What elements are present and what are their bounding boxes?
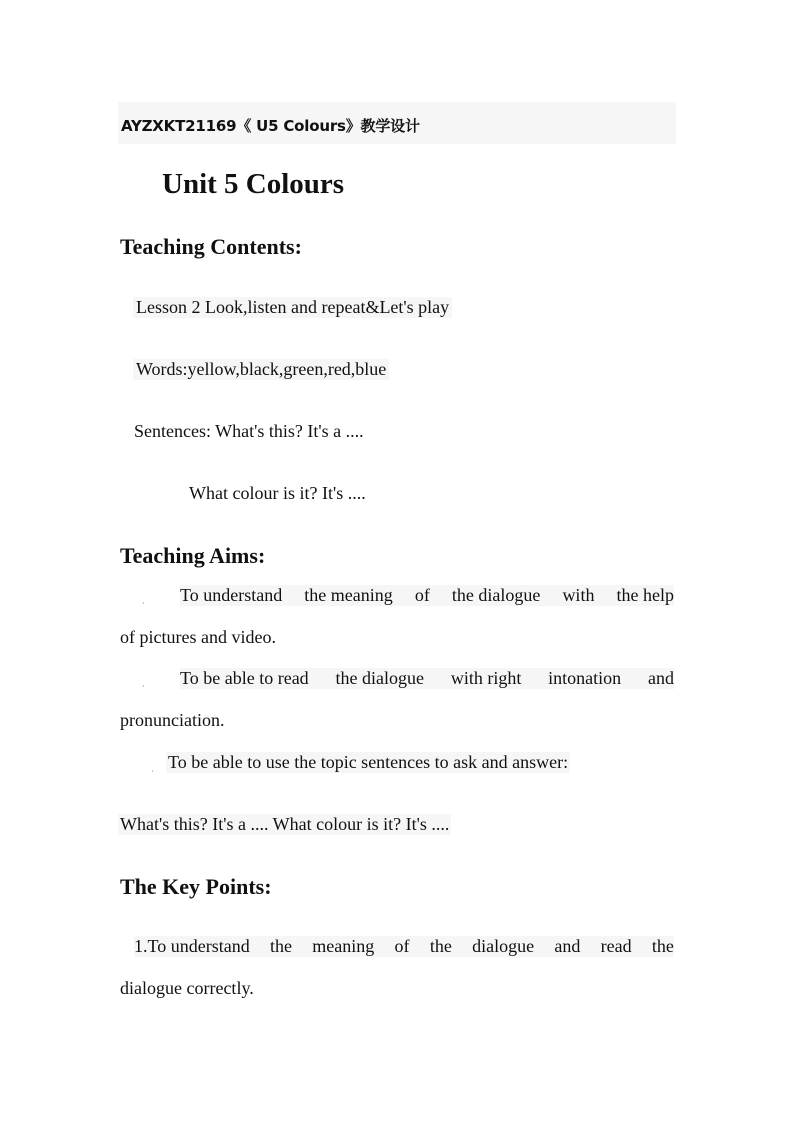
key-point-word: dialogue: [472, 936, 535, 956]
lesson-line: Lesson 2 Look,listen and repeat&Let's play: [133, 297, 452, 318]
sentences-line-1: Sentences: What's this? It's a ....: [134, 421, 364, 441]
page-title: Unit 5 Colours: [162, 168, 345, 200]
aim-2-line-1: [180, 668, 674, 689]
aim-3-line-2: What's this? It's a .... What colour is it? It's ....: [120, 814, 450, 834]
key-point-word: the: [429, 936, 452, 956]
aim-1-line-2: of pictures and video.: [120, 627, 276, 647]
key-points-heading: The Key Points:: [120, 874, 272, 899]
aim-1-line-1: [180, 585, 674, 606]
key-point-word: the: [270, 936, 292, 956]
bullet-marker: ·: [142, 682, 145, 691]
aim-2-line-2: pronunciation.: [120, 710, 225, 730]
sentences-line-2: What colour is it? It's ....: [189, 483, 366, 503]
key-point-word: of: [394, 936, 410, 956]
words-line: Words:yellow,black,green,red,blue: [133, 359, 389, 380]
aim-2-word: with right: [450, 668, 522, 688]
aim-3-line-1: To be able to use the topic sentences to ask and answer:: [168, 752, 569, 772]
aim-1-word: the meaning: [304, 585, 393, 605]
aim-2-word: intonation: [548, 668, 622, 688]
aim-1-word: To understand: [180, 585, 283, 605]
key-point-word: 1.To understand: [134, 936, 250, 956]
key-point-1-line-2: dialogue correctly.: [120, 978, 254, 998]
aim-1-word: the dialogue: [451, 585, 541, 605]
aim-1-word: with: [562, 585, 595, 605]
aim-2-word: the dialogue: [335, 668, 424, 688]
key-point-word: meaning: [312, 936, 375, 956]
document-code: AYZXKT21169《 U5 Colours》教学设计: [121, 117, 420, 135]
bullet-marker: ·: [151, 767, 154, 776]
teaching-aims-heading: Teaching Aims:: [120, 543, 266, 568]
key-point-word: and: [554, 936, 581, 956]
key-point-1-line-1: [134, 936, 674, 957]
teaching-contents-heading: Teaching Contents:: [120, 234, 302, 259]
bullet-marker: ·: [142, 599, 145, 608]
aim-1-word: of: [414, 585, 430, 605]
aim-2-word: To be able to read: [180, 668, 309, 688]
key-point-word: the: [651, 936, 674, 956]
aim-2-word: and: [647, 668, 674, 688]
aim-1-word: the help: [616, 585, 674, 605]
key-point-word: read: [600, 936, 632, 956]
